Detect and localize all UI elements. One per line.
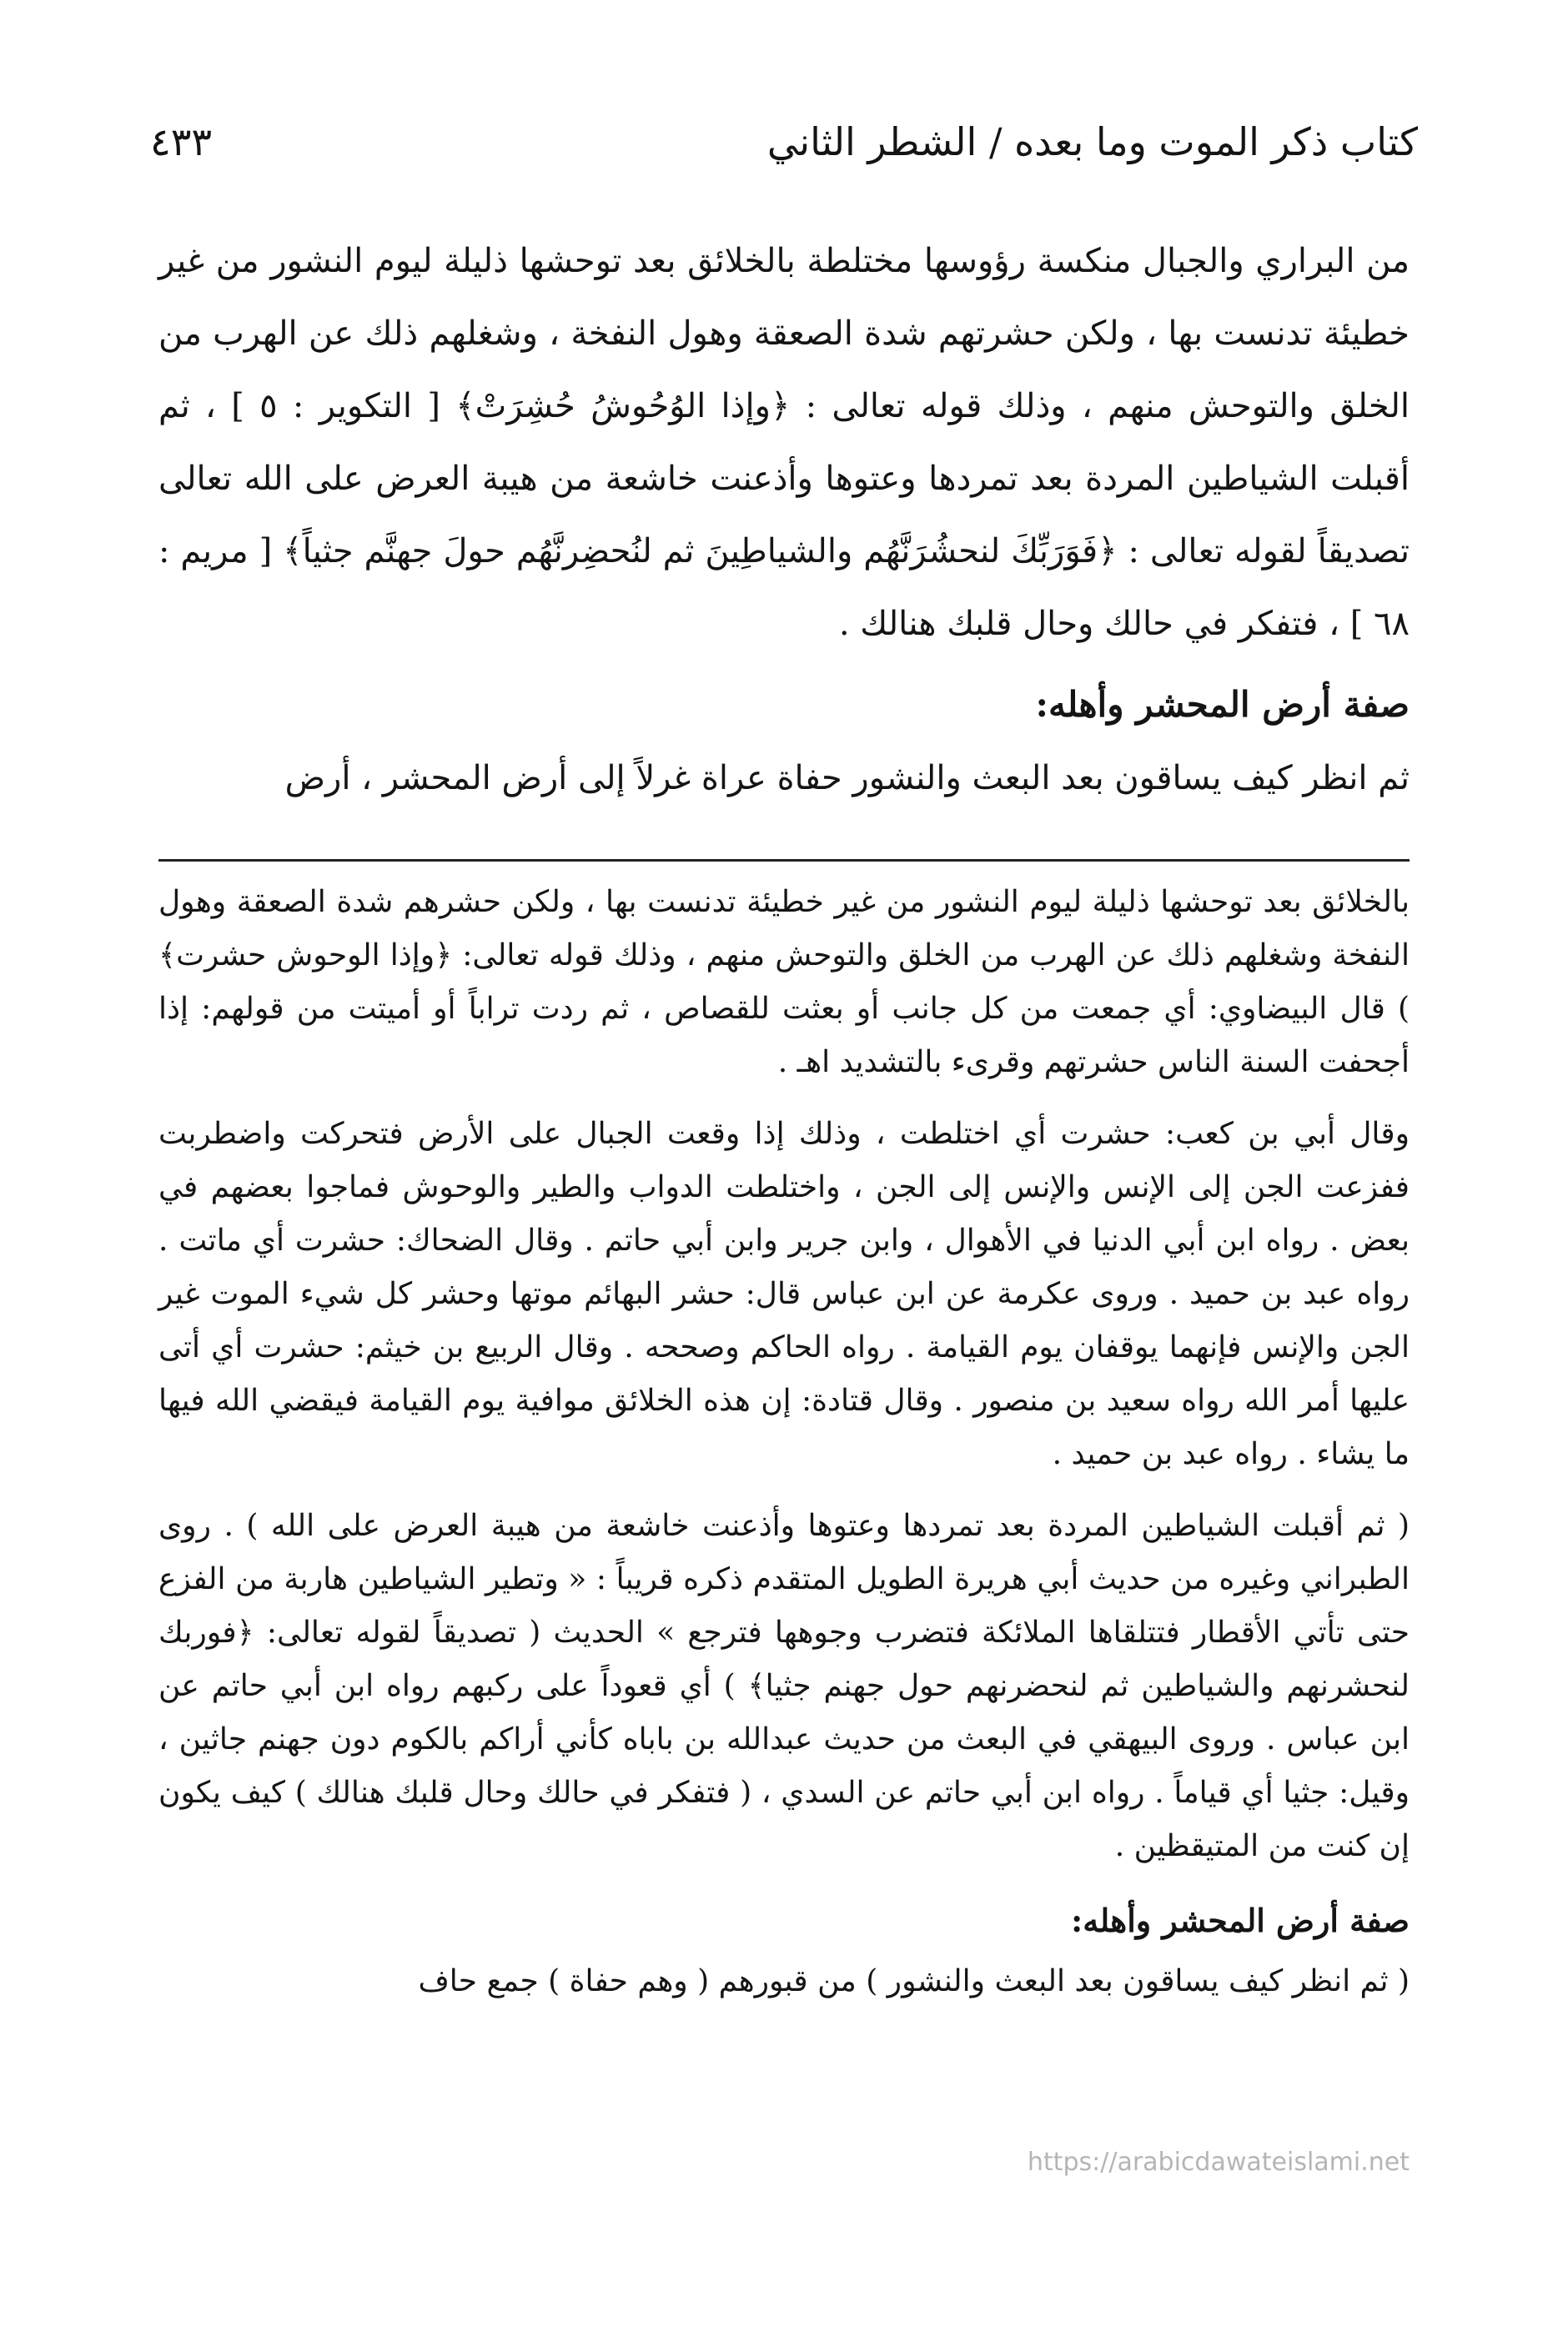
commentary xyxy=(158,876,1410,2027)
watermark-url: https://arabicdawateislami.net xyxy=(1027,2148,1410,2177)
page-header xyxy=(150,108,1418,175)
commentary-heading: صفة أرض المحشر وأهله: xyxy=(1071,1902,1410,1939)
page-number: ٤٣٣ xyxy=(150,119,213,164)
section-text: ثم انظر كيف يساقون بعد البعث والنشور حفاة عراة غرلاً إلى أرض المحشر ، أرض xyxy=(284,759,1410,797)
section-heading: صفة أرض المحشر وأهله: xyxy=(1035,684,1410,725)
main-paragraph: من البراري والجبال منكسة رؤوسها مختلطة بالخلائق بعد توحشها ذليلة ليوم النشور من غير خطيئة تدنست بها ، ولكن حشرتهم شدة الصعقة وهول النفخة ، وشغلهم ذلك عن الهرب من الخلق والتوحش منهم ، وذلك قوله تعالى : ﴿وإذا الوُحُوشُ حُشِرَتْ﴾ [ التكوير : ٥ ] ، ثم أقبلت الشياطين المردة بعد تمردها وعتوها وأذعنت خاشعة من هيبة العرض على الله تعالى تصديقاً لقوله تعالى : ﴿فَوَرَبِّكَ لنحشُرَنَّهُم والشياطِينَ ثم لنُحضِرنَّهُم حولَ جهنَّم جثياً﴾ [ مريم : ٦٨ ] ، فتفكر في حالك وحال قلبك هنالك . xyxy=(158,242,1410,643)
footnote-divider xyxy=(158,859,1410,862)
commentary-paragraph-3: ( ثم أقبلت الشياطين المردة بعد تمردها وعتوها وأذعنت خاشعة من هيبة العرض على الله ) . روى الطبراني وغيره من حديث أبي هريرة الطويل المتقدم ذكره قريباً : « وتطير الشياطين هاربة من الفزع حتى تأتي الأقطار فتتلقاها الملائكة فتضرب وجوهها فترجع » الحديث ( تصديقاً لقوله تعالى: ﴿فوربك لنحشرنهم والشياطين ثم لنحضرنهم حول جهنم جثيا﴾ ) أي قعوداً على ركبهم رواه ابن أبي حاتم عن ابن عباس . وروى البيهقي في البعث من حديث عبدالله بن باباه كأني أراكم بالكوم دون جهنم جاثين ، وقيل: جثيا أي قياماً . رواه ابن أبي حاتم عن السدي ، ( فتفكر في حالك وحال قلبك هنالك ) كيف يكون إن كنت من المتيقظين . xyxy=(158,1509,1410,1863)
commentary-paragraph-1: بالخلائق بعد توحشها ذليلة ليوم النشور من غير خطيئة تدنست بها ، ولكن حشرهم شدة الصعقة وهول النفخة وشغلهم ذلك عن الهرب من الخلق والتوحش منهم ، وذلك قوله تعالى: ﴿وإذا الوحوش حشرت﴾ ) قال البيضاوي: أي جمعت من كل جانب أو بعثت للقصاص ، ثم ردت تراباً أو أميتت من قولهم: إذا أجحفت السنة الناس حشرتهم وقرىء بالتشديد اهـ . xyxy=(158,885,1410,1079)
commentary-paragraph-2: وقال أبي بن كعب: حشرت أي اختلطت ، وذلك إذا وقعت الجبال على الأرض فتحركت واضطربت ففزعت الجن إلى الإنس والإنس إلى الجن ، واختلطت الدواب والطير والوحوش فماجوا بعضهم في بعض . رواه ابن أبي الدنيا في الأهوال ، وابن جرير وابن أبي حاتم . وقال الضحاك: حشرت أي ماتت . رواه عبد بن حميد . وروى عكرمة عن ابن عباس قال: حشر البهائم موتها وحشر كل شيء الموت غير الجن والإنس فإنهما يوقفان يوم القيامة . رواه الحاكم وصححه . وقال الربيع بن خيثم: حشرت أي أتى عليها أمر الله رواه سعيد بن منصور . وقال قتادة: إن هذه الخلائق موافية يوم القيامة فيقضي الله فيها ما يشاء . رواه عبد بن حميد . xyxy=(158,1117,1410,1471)
commentary-paragraph-4: ( ثم انظر كيف يساقون بعد البعث والنشور ) من قبورهم ( وهم حفاة ) جمع حاف xyxy=(418,1964,1410,1998)
main-text xyxy=(158,225,1410,815)
running-title: كتاب ذكر الموت وما بعده / الشطر الثاني xyxy=(766,119,1418,164)
